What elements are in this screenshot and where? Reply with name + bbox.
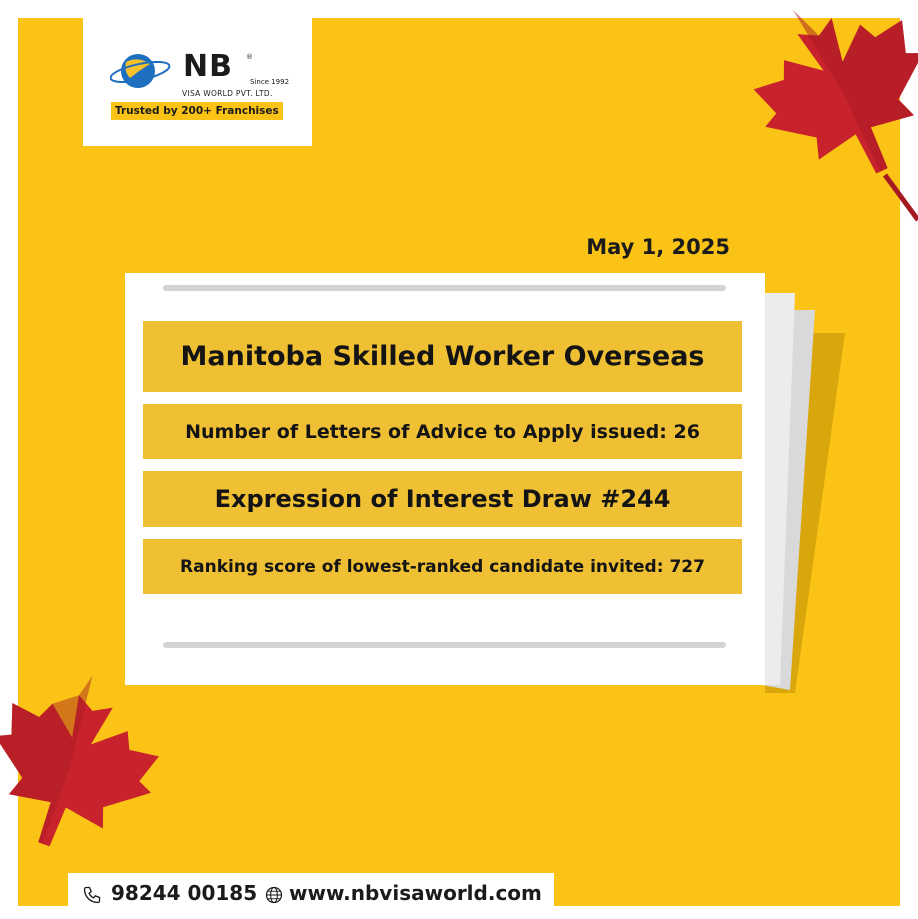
top-rule [163,285,726,291]
registered-mark: ® [246,53,253,61]
bottom-rule [163,642,726,648]
draw-number: Expression of Interest Draw #244 [143,471,742,527]
maple-leaf-top-right-icon [735,0,918,230]
trusted-badge: Trusted by 200+ Franchises [111,102,283,120]
phone-number[interactable]: 98244 00185 [111,881,258,905]
post-date: May 1, 2025 [586,235,730,259]
website-link[interactable]: www.nbvisaworld.com [289,881,542,905]
globe-icon [265,886,283,904]
phone-icon [82,885,102,905]
globe-logo-icon [110,52,174,90]
logo-company: VISA WORLD PVT. LTD. [182,89,273,98]
letters-issued: Number of Letters of Advice to Apply issued: 26 [143,404,742,459]
ranking-score: Ranking score of lowest-ranked candidate invited: 727 [143,539,742,594]
program-title: Manitoba Skilled Worker Overseas [143,321,742,392]
logo-since: Since 1992 [250,78,290,86]
logo-letters: NB [183,49,233,84]
maple-leaf-bottom-left-icon [0,660,165,870]
